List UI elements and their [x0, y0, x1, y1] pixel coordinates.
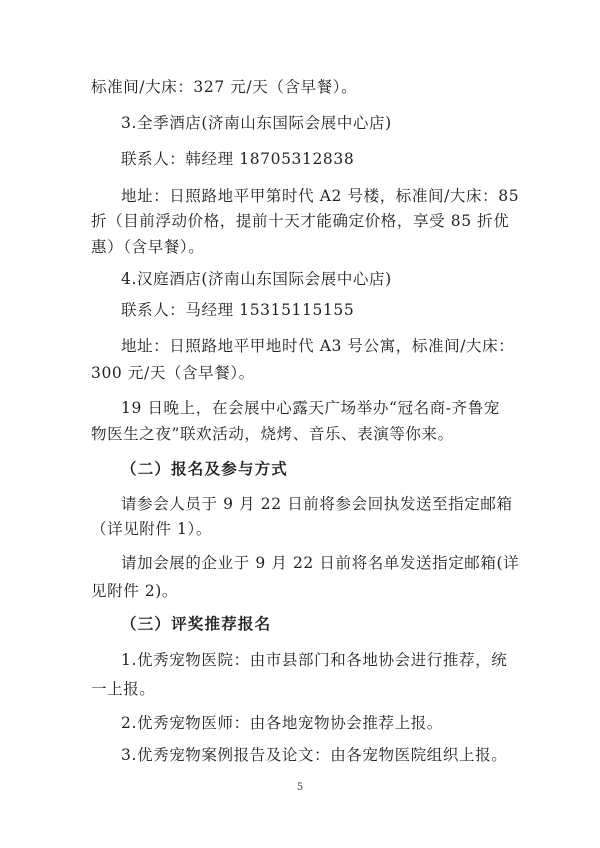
contact-line-ma: 联系人：马经理 15315115155	[121, 301, 355, 319]
paragraph-line: 惠）（含早餐）。	[91, 238, 205, 256]
exhibitor-paragraph-line: 请加会展的企业于 9 月 22 日前将名单发送指定邮箱(详	[121, 554, 520, 572]
award-item-hospital: 1.优秀宠物医院：由市县部门和各地协会进行推荐，统	[121, 651, 508, 669]
hotel-item-quanji: 3.全季酒店(济南山东国际会展中心店)	[121, 114, 392, 132]
award-item-hospital-cont: 一上报。	[91, 680, 156, 698]
page-number: 5	[296, 782, 304, 793]
address-line-quanji: 地址：日照路地平甲第时代 A2 号楼，标准间/大床：85	[121, 187, 520, 205]
paragraph-line: 折（目前浮动价格，提前十天才能确定价格，享受 85 折优	[91, 212, 510, 230]
registration-paragraph-line: （详见附件 1）。	[91, 520, 212, 538]
section-heading-awards: （三）评奖推荐报名	[121, 615, 272, 633]
section-heading-registration: （二）报名及参与方式	[121, 460, 289, 478]
paragraph-line-room-rate: 标准间/大床：327 元/天（含早餐）。	[91, 78, 358, 96]
registration-paragraph-line: 请参会人员于 9 月 22 日前将参会回执发送至指定邮箱	[121, 495, 513, 513]
award-item-case-report: 3.优秀宠物案例报告及论文：由各宠物医院组织上报。	[121, 746, 508, 764]
paragraph-line: 300 元/天（含早餐）。	[91, 364, 255, 382]
award-item-veterinarian: 2.优秀宠物医师：由各地宠物协会推荐上报。	[121, 714, 443, 732]
address-line-hanting: 地址：日照路地平甲地时代 A3 号公寓，标准间/大床：	[121, 337, 515, 355]
contact-line-han: 联系人：韩经理 18705312838	[121, 150, 355, 168]
event-paragraph-line: 物医生之夜”联欢活动，烧烤、音乐、表演等你来。	[91, 425, 454, 443]
event-paragraph-line: 19 日晚上，在会展中心露天广场举办“冠名商-齐鲁宠	[121, 399, 500, 417]
hotel-item-hanting: 4.汉庭酒店(济南山东国际会展中心店)	[121, 270, 392, 288]
exhibitor-paragraph-line: 见附件 2)。	[91, 582, 179, 600]
